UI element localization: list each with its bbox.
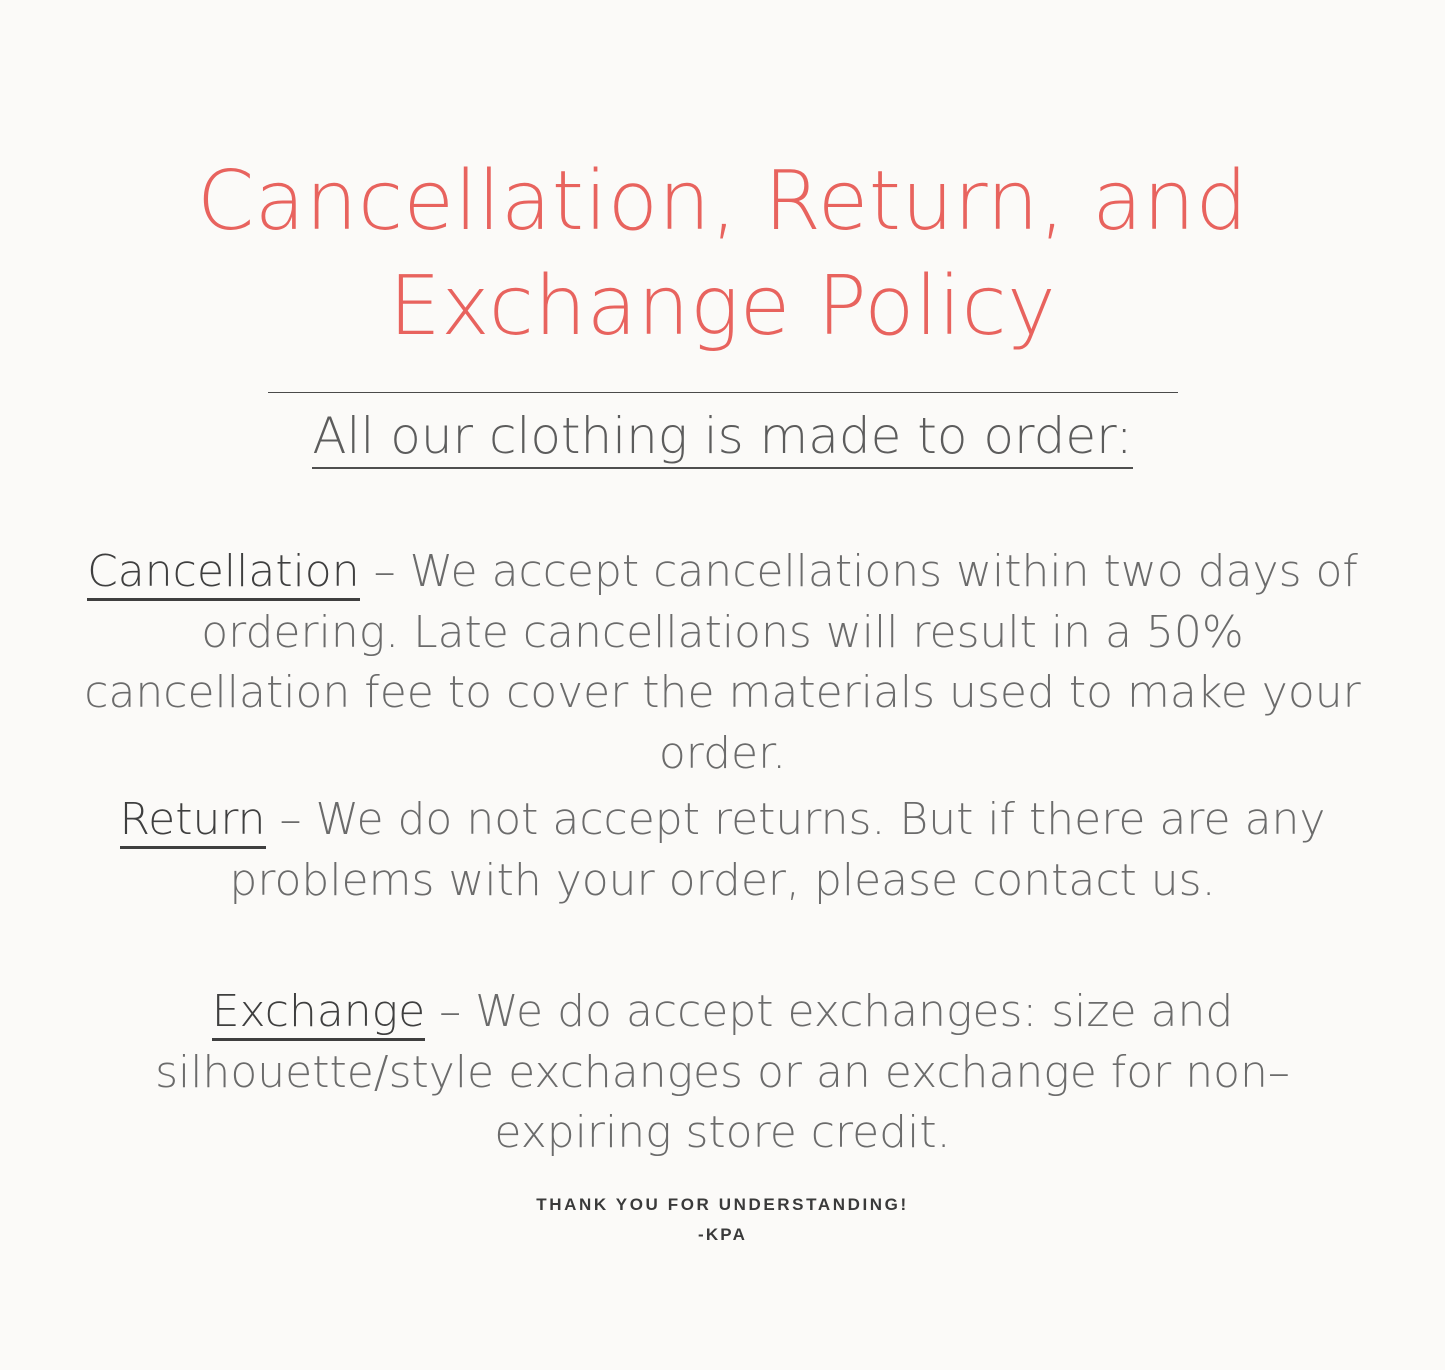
section-exchange-lead: Exchange	[212, 986, 425, 1041]
page-title: Cancellation, Return, and Exchange Policy	[196, 154, 1249, 354]
footer-thanks: THANK YOU FOR UNDERSTANDING!	[536, 1195, 909, 1214]
footer-signature: -KPA	[697, 1225, 748, 1245]
section-return	[72, 790, 1373, 911]
section-return-text: – We do not accept returns. But if there are any problems with your order, please contact us.	[229, 794, 1326, 906]
section-return-lead: Return	[120, 794, 266, 849]
subtitle-text: All our clothing is made to order:	[312, 407, 1132, 469]
title-divider	[268, 392, 1178, 393]
section-exchange-text: – We do accept exchanges: size and silhouette/style exchanges or an exchange for non–expiring store credit.	[155, 986, 1290, 1159]
footer	[0, 1192, 1445, 1249]
section-cancellation-text: – We accept cancellations within two days of ordering. Late cancellations will result in a 50% cancellation fee to cover the materials used to make your order.	[84, 546, 1361, 780]
section-cancellation-lead: Cancellation	[87, 546, 360, 601]
section-exchange	[72, 982, 1373, 1164]
subtitle	[100, 405, 1345, 468]
section-cancellation	[72, 542, 1373, 785]
